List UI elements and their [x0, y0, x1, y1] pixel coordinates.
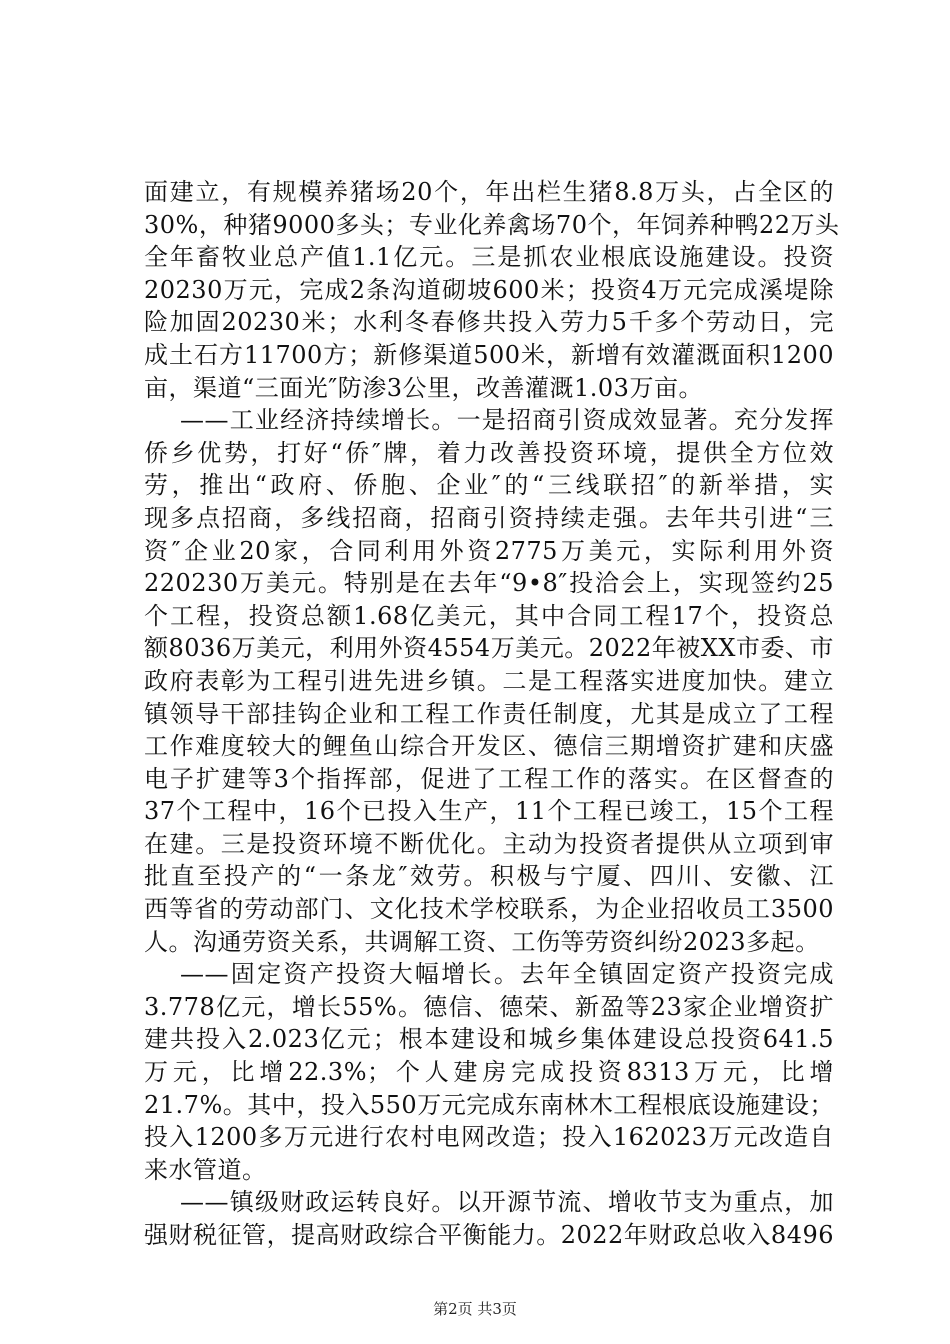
- text-line: 资″企业20家，合同利用外资2775万美元，实际利用外资: [144, 536, 834, 565]
- text-line: 西等省的劳动部门、文化技术学校联系，为企业招收员工3500: [144, 895, 834, 924]
- page-number-footer: 第2页 共3页: [433, 1300, 517, 1318]
- text-line: 人。沟通劳资关系，共调解工资、工伤等劳资纠纷2023多起。: [144, 927, 820, 956]
- text-line: ——工业经济持续增长。一是招商引资成效显著。充分发挥: [180, 406, 834, 435]
- text-line: 面建立，有规模养猪场20个，年出栏生猪8.8万头，占全区的: [144, 178, 834, 206]
- text-line: 现多点招商，多线招商，招商引资持续走强。去年共引进“三: [144, 503, 834, 532]
- text-line: 万元，比增22.3%；个人建房完成投资8313万元，比增: [144, 1058, 834, 1087]
- text-line: 批直至投产的“一条龙″效劳。积极与宁厦、四川、安徽、江: [144, 862, 834, 891]
- text-line: 电子扩建等3个指挥部，促进了工程工作的落实。在区督查的: [144, 764, 834, 793]
- text-line: 3.778亿元，增长55%。德信、德荣、新盈等23家企业增资扩: [144, 992, 834, 1021]
- text-line: 额8036万美元，利用外资4554万美元。2022年被XX市委、市: [144, 634, 834, 663]
- text-line: 220230万美元。特别是在去年“9•8″投洽会上，实现签约25: [144, 569, 834, 598]
- text-line: 亩，渠道“三面光″防渗3公里，改善灌溉1.03万亩。: [144, 373, 703, 402]
- text-line: 在建。三是投资环境不断优化。主动为投资者提供从立项到审: [144, 829, 834, 858]
- text-line: 个工程，投资总额1.68亿美元，其中合同工程17个，投资总: [144, 601, 834, 630]
- text-line: 险加固20230米；水利冬春修共投入劳力5千多个劳动日，完: [144, 308, 834, 337]
- text-line: 侨乡优势，打好“侨″牌，着力改善投资环境，提供全方位效: [144, 438, 834, 467]
- text-line: 政府表彰为工程引进先进乡镇。二是工程落实进度加快。建立: [144, 666, 834, 695]
- text-line: ——固定资产投资大幅增长。去年全镇固定资产投资完成: [180, 960, 834, 989]
- text-line: 20230万元，完成2条沟道砌坡600米；投资4万元完成溪堤除: [144, 275, 834, 304]
- text-line: 全年畜牧业总产值1.1亿元。三是抓农业根底设施建设。投资: [144, 243, 834, 272]
- text-line: 37个工程中，16个已投入生产，11个工程已竣工，15个工程: [144, 797, 834, 826]
- text-line: 镇领导干部挂钩企业和工程工作责任制度，尤其是成立了工程: [144, 699, 834, 728]
- text-line: 21.7%。其中，投入550万元完成东南林木工程根底设施建设；: [144, 1090, 834, 1119]
- text-line: 劳，推出“政府、侨胞、企业″的“三线联招″的新举措，实: [144, 471, 834, 500]
- text-line: 建共投入2.023亿元；根本建设和城乡集体建设总投资641.5: [144, 1025, 834, 1054]
- text-line: 强财税征管，提高财政综合平衡能力。2022年财政总收入8496: [144, 1221, 834, 1249]
- text-line: 工作难度较大的鲤鱼山综合开发区、德信三期增资扩建和庆盛: [144, 732, 834, 761]
- text-line: 30%，种猪9000多头；专业化养禽场70个，年饲养种鸭22万头: [144, 210, 840, 239]
- text-line: 投入1200多万元进行农村电网改造；投入162023万元改造自: [144, 1123, 834, 1152]
- text-line: 来水管道。: [144, 1155, 267, 1184]
- document-body: [144, 176, 840, 1252]
- text-line: 成土石方11700方；新修渠道500米，新增有效灌溉面积1200: [144, 340, 834, 369]
- text-line: ——镇级财政运转良好。以开源节流、增收节支为重点，加: [180, 1188, 834, 1217]
